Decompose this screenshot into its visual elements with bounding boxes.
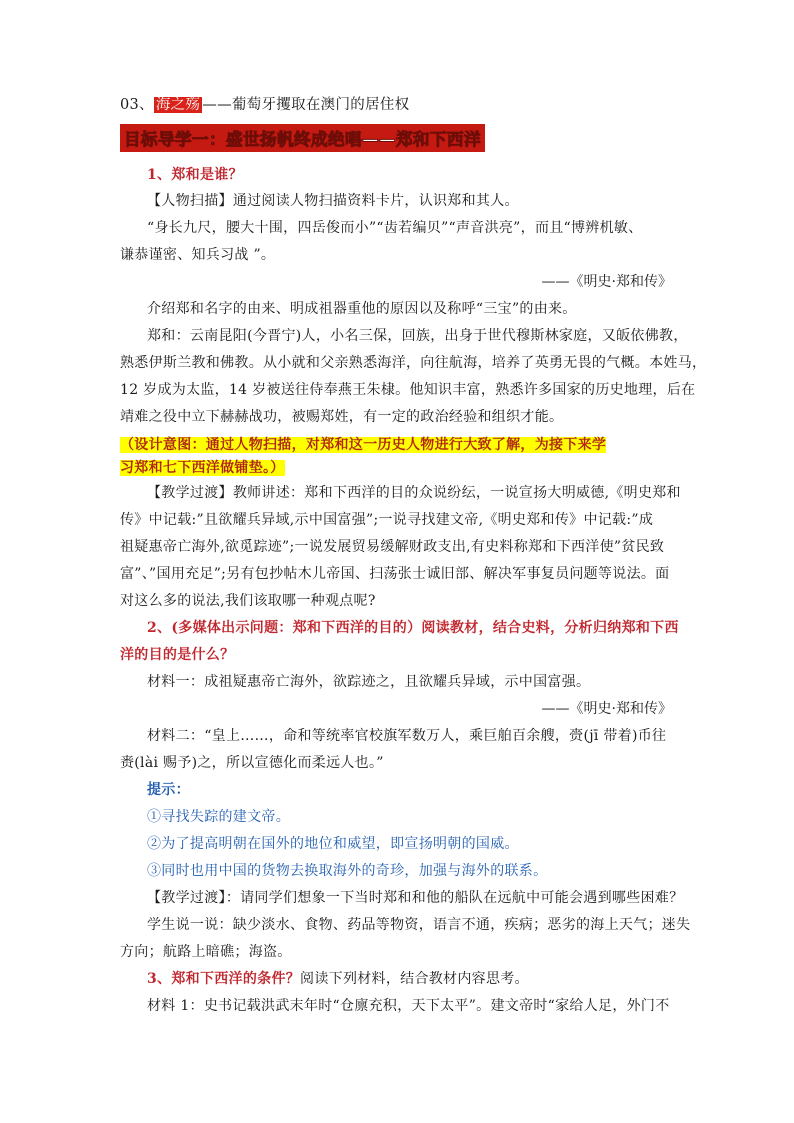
transition-text-2: ：请同学们想象一下当时郑和和他的船队在远航中可能会遇到哪些困难？ [225,890,684,906]
material-2-line-1: 材料二：“皇上……，命和等统率官校旗军数万人，乘巨舶百余艘，赍(jī 带着)币往 [147,728,667,744]
title-prefix: 03、 [120,97,154,113]
question-heading-3: 3、郑和下西洋的条件？ [147,971,301,987]
section-title [120,95,409,115]
scan-line [147,191,519,211]
hint-item-1: ①寻找失踪的建文帝。 [147,809,290,825]
question-heading-1: 1、郑和是谁？ [147,167,243,183]
material-2-line-2: 赉(lài 赐予)之，所以宣德化而柔远人也。” [120,755,384,771]
title-rest: ——葡萄牙攫取在澳门的居住权 [202,97,410,113]
design-intent-line-2 [120,458,285,478]
student-line-2: 方向；航路上暗礁；海盗。 [120,944,292,960]
bio-line-2: 熟悉伊斯兰教和佛教。从小就和父亲熟悉海洋，向往航海，培养了英勇无畏的气概。本姓马， [120,355,707,371]
bio-line-1: 郑和：云南昆阳(今晋宁)人，小名三保，回族，出身于世代穆斯林家庭，又皈依佛教， [147,328,688,344]
hint-item-2: ②为了提高明朝在国外的地位和威望，即宣扬明朝的国威。 [147,836,519,852]
quote-source-2: ——《明史·郑和传》 [541,701,672,717]
question-heading-3-line [147,969,529,989]
transition-line-2: 传》中记载:”且欲耀兵异域,示中国富强”;一说寻找建文帝,《明史郑和传》中记载:”成 [120,512,654,528]
bio-line-3: 12 岁成为太监，14 岁被送往侍奉燕王朱棣。他知识丰富，熟悉许多国家的历史地理，后在 [120,382,696,398]
scan-text: 通过阅读人物扫描资料卡片，认识郑和其人。 [232,193,519,209]
hint-label: 提示： [147,782,190,798]
bio-line-4: 靖难之役中立下赫赫战功，被赐郑姓，有一定的政治经验和组织才能。 [120,409,564,425]
intro-line: 介绍郑和名字的由来、明成祖器重他的原因以及称呼“三宝”的由来。 [147,301,577,317]
hint-item-3: ③同时也用中国的货物去换取海外的奇珍，加强与海外的联系。 [147,863,548,879]
question-3-text: 阅读下列材料，结合教材内容思考。 [300,971,529,987]
design-intent-text-1: （设计意图：通过人物扫描，对郑和这一历史人物进行大致了解，为接下来学 [120,437,607,453]
transition-text-1a: 教师讲述：郑和下西洋的目的众说纷纭，一说宣扬大明威德,《明史郑和 [232,485,681,501]
quote-line-1: “身长九尺，腰大十围，四岳俊而小”“齿若编贝”“声音洪亮”，而且“博辨机敏、 [147,220,643,236]
transition-line-5: 对这么多的说法,我们该取哪一种观点呢? [120,593,376,609]
transition-line-6 [147,888,683,908]
question-heading-2b: 洋的目的是什么？ [120,647,235,663]
student-line-1: 学生说一说：缺少淡水、食物、药品等物资，语言不通，疾病；恶劣的海上天气；迷失 [147,917,691,933]
goal-banner: 目标导学一：盛世扬帆终成绝唱——郑和下西洋 [120,124,485,152]
transition-label-2: 【教学过渡】 [147,890,226,906]
transition-line-4: 富”、”国用充足”;另有包抄帖木儿帝国、扫荡张士诚旧部、解决军事复员问题等说法。面 [120,566,670,582]
transition-line-1 [147,483,681,503]
quote-line-2: 谦恭谨密、知兵习战 ”。 [120,247,276,263]
quote-source-1: ——《明史·郑和传》 [541,274,672,290]
material-3-line-1: 材料 1：史书记载洪武末年时“仓廪充积，天下太平”。建文帝时“家给人足，外门不 [147,998,670,1014]
design-intent-line-1 [120,435,606,455]
material-1: 材料一：成祖疑惠帝亡海外，欲踪迹之，且欲耀兵异域，示中国富强。 [147,674,591,690]
question-heading-2a: 2、(多媒体出示问题：郑和下西洋的目的）阅读教材，结合史料，分析归纳郑和下西 [147,620,679,636]
design-intent-text-2: 习郑和七下西洋做铺垫。） [120,460,285,476]
transition-label-1: 【教学过渡】 [147,485,233,501]
scan-label: 【人物扫描】 [147,193,233,209]
transition-line-3: 祖疑惠帝亡海外,欲觅踪迹”;一说发展贸易缓解财政支出,有史料称郑和下西洋使”贫民致 [120,539,665,555]
title-highlight: 海之殇 [155,97,201,113]
